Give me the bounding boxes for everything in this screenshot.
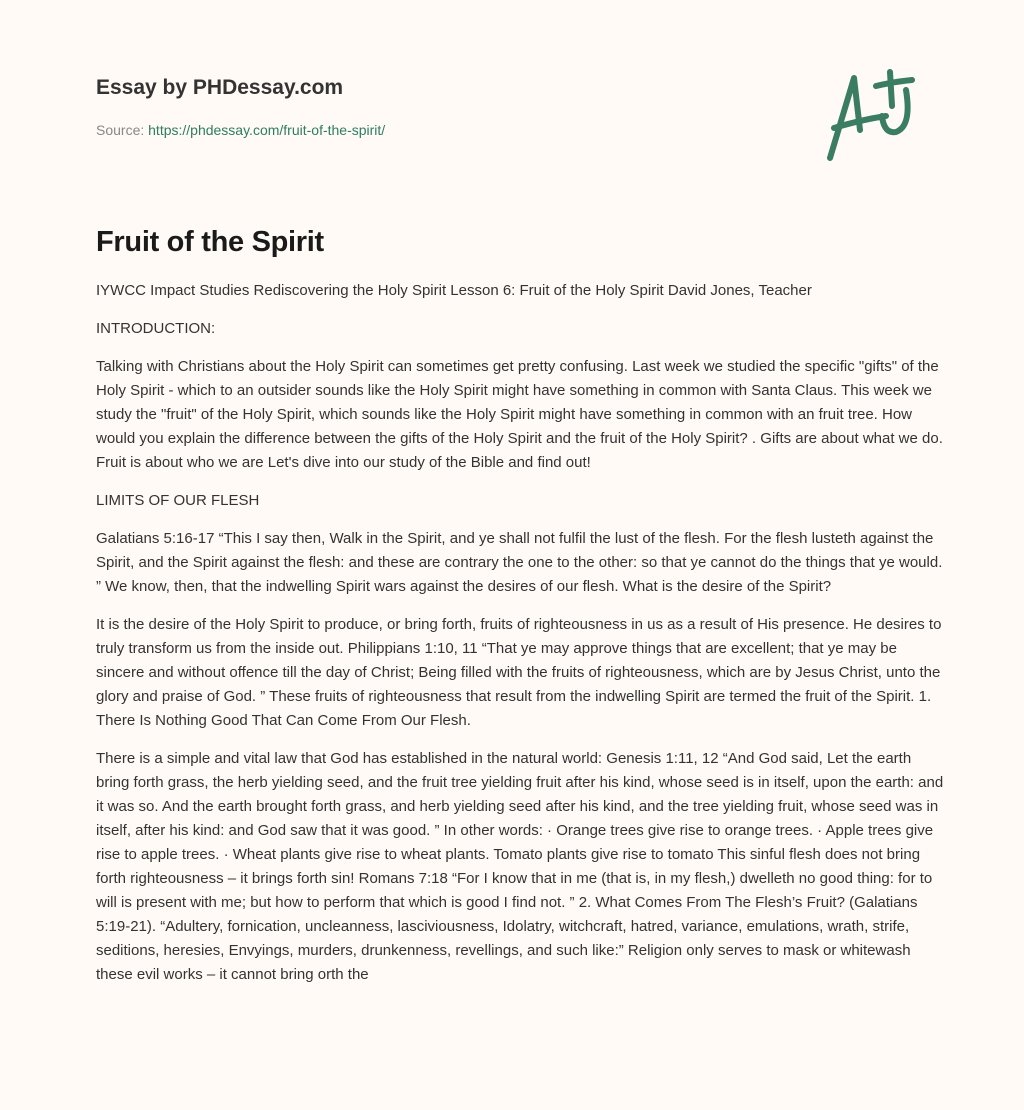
article bbox=[96, 226, 946, 1001]
a-plus-logo bbox=[820, 66, 930, 166]
paragraph: INTRODUCTION: bbox=[96, 320, 216, 337]
essay-header bbox=[96, 76, 385, 138]
paragraph: LIMITS OF OUR FLESH bbox=[96, 492, 260, 509]
source-link[interactable]: https://phdessay.com/fruit-of-the-spirit/ bbox=[148, 122, 386, 138]
paragraph: Galatians 5:16-17 “This I say then, Walk in the Spirit, and ye shall not fulfil the lust of the flesh. For the flesh lusteth against the Spirit, and the Spirit against the flesh: and these are contrary the one to the other: so that ye cannot do the things that ye would. ” We know, then, that the indwelling Spirit wars against the desires of our flesh. What is the desire of the Spirit? bbox=[96, 530, 943, 595]
source-label: Source: bbox=[96, 122, 145, 138]
paragraph: It is the desire of the Holy Spirit to produce, or bring forth, fruits of righteousness in us as a result of His presence. He desires to truly transform us from the inside out. Philippians 1:10, 11 “That ye may approve things that are excellent; that ye may be sincere and without offence till the day of Christ; Being filled with the fruits of righteousness, which are by Jesus Christ, unto the glory and praise of God. ” These fruits of righteousness that result from the indwelling Spirit are termed the fruit of the Spirit. 1. There Is Nothing Good That Can Come From Our Flesh. bbox=[96, 616, 942, 729]
paragraph: Talking with Christians about the Holy Spirit can sometimes get pretty confusing. Last week we studied the specific "gifts" of the Holy Spirit - which to an outsider sounds like the Holy Spirit might have something in common with Santa Claus. This week we study the "fruit" of the Holy Spirit, which sounds like the Holy Spirit might have something in common with an fruit tree. How would you explain the difference between the gifts of the Holy Spirit and the fruit of the Holy Spirit? . Gifts are about what we do. Fruit is about who we are Let's dive into our study of the Bible and find out! bbox=[96, 358, 943, 471]
brand-title: Essay by PHDessay.com bbox=[96, 76, 344, 99]
source-line bbox=[96, 122, 385, 138]
paragraph: IYWCC Impact Studies Rediscovering the Holy Spirit Lesson 6: Fruit of the Holy Spirit David Jones, Teacher bbox=[96, 282, 812, 299]
paragraph: There is a simple and vital law that God has established in the natural world: Genesis 1:11, 12 “And God said, Let the earth bring forth grass, the herb yielding seed, and the fruit tree yielding fruit after his kind, whose seed is in itself, upon the earth: and it was so. And the earth brought forth grass, and herb yielding seed after his kind, and the tree yielding fruit, whose seed was in itself, after his kind: and God saw that it was good. ” In other words: · Orange trees give rise to orange trees. · Apple trees give rise to apple trees. · Wheat plants give rise to wheat plants. Tomato plants give rise to tomato This sinful flesh does not bring forth righteousness – it brings forth sin! Romans 7:18 “For I know that in me (that is, in my flesh,) dwelleth no good thing: for to will is present with me; but how to perform that which is good I find not. ” 2. What Comes From The Flesh’s Fruit? (Galatians 5:19-21). “Adultery, fornication, uncleanness, lasciviousness, Idolatry, witchcraft, hatred, variance, emulations, wrath, strife, seditions, heresies, Envyings, murders, drunkenness, revellings, and such like:” Religion only serves to mask or whitewash these evil works – it cannot bring orth the bbox=[96, 750, 944, 983]
article-title: Fruit of the Spirit bbox=[96, 226, 324, 258]
